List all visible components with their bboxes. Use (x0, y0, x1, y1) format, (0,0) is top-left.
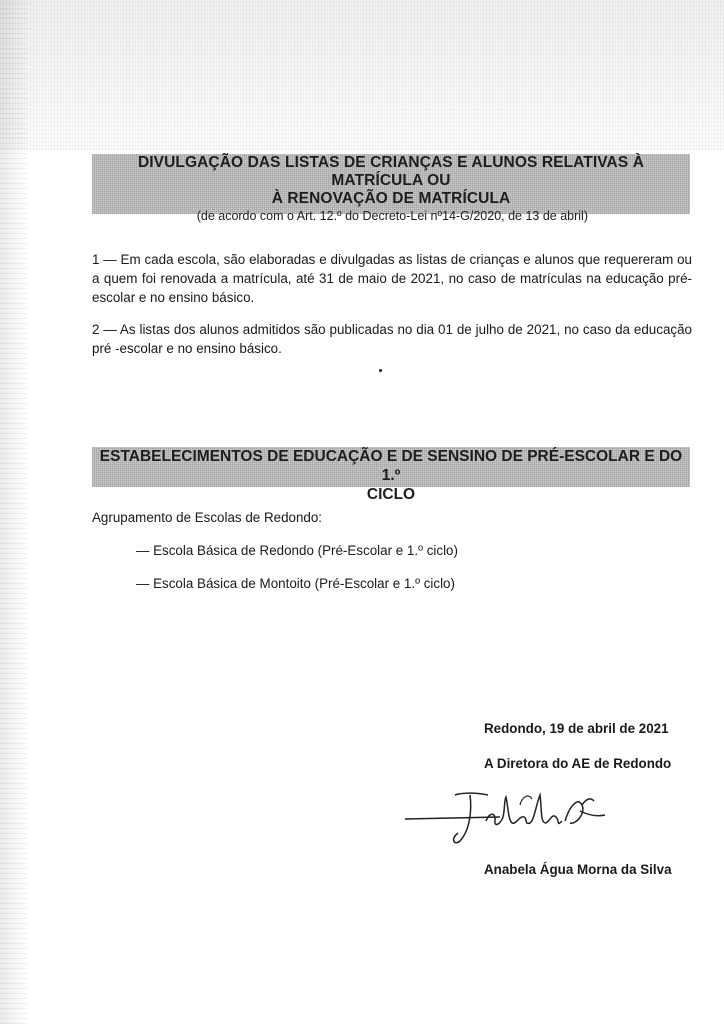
handwritten-signature (400, 775, 610, 855)
school-item: — Escola Básica de Montoito (Pré-Escolar e 1.º ciclo) (136, 576, 455, 591)
listing-heading-line2: À RENOVAÇÃO DE MATRÍCULA (271, 190, 511, 207)
school-item: — Escola Básica de Redondo (Pré-Escolar e 1.º ciclo) (136, 543, 458, 558)
signatory-name: Anabela Água Morna da Silva (484, 862, 672, 877)
listing-heading (92, 154, 690, 223)
listing-heading-line1: DIVULGAÇÃO DAS LISTAS DE CRIANÇAS E ALUNOS RELATIVAS À MATRÍCULA OU (137, 154, 644, 189)
scan-noise-left (0, 0, 28, 1024)
place-date: Redondo, 19 de abril de 2021 (484, 721, 669, 736)
signatory-role: A Diretora do AE de Redondo (484, 756, 672, 771)
group-label: Agrupamento de Escolas de Redondo: (92, 510, 323, 525)
legal-reference: (de acordo com o Art. 12.º do Decreto-Lei nº14-G/2020, de 13 de abril) (196, 209, 588, 223)
schools-heading-line2: CICLO (366, 486, 416, 503)
schools-heading (92, 447, 690, 503)
paragraph-2: 2 — As listas dos alunos admitidos são publicadas no dia 01 de julho de 2021, no caso da educação pré -escolar e no ensino básico. (92, 322, 692, 356)
paragraph-1: 1 — Em cada escola, são elaboradas e divulgadas as listas de crianças e alunos que requereram ou a quem foi renovada a matrícula, até 31 de maio de 2021, no caso de matrículas na educação pré-escolar e no ensino básico. (92, 252, 692, 305)
schools-heading-line1: ESTABELECIMENTOS DE EDUCAÇÃO E DE SENSINO DE PRÉ-ESCOLAR E DO 1.º (99, 448, 683, 484)
stray-dot (379, 369, 382, 372)
scan-noise-top (0, 0, 724, 150)
